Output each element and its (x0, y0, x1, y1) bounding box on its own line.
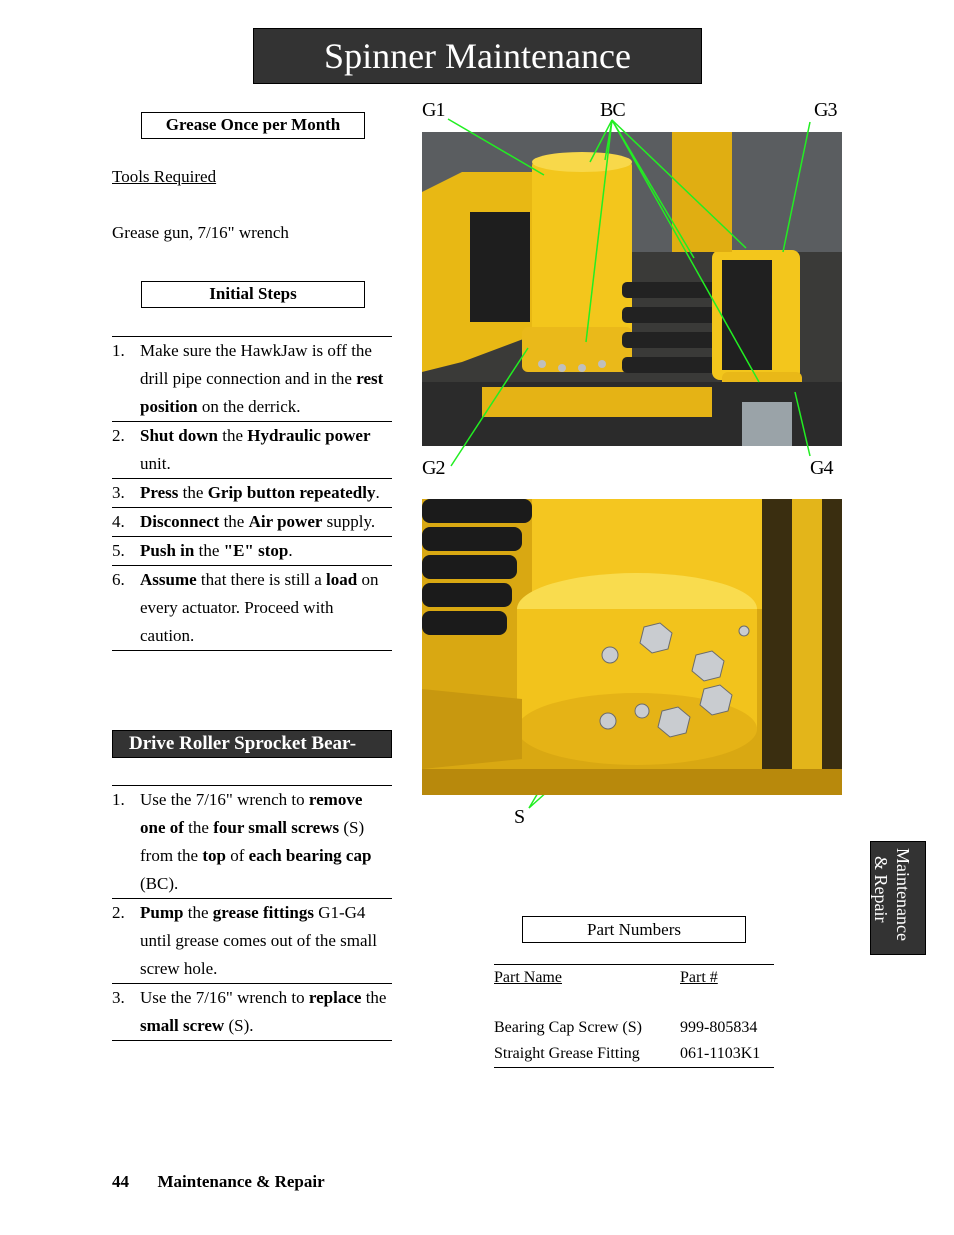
callout-g2: G2 (422, 457, 445, 479)
step-text: Shut down the Hydraulic power unit. (140, 426, 371, 473)
step-text: Pump the grease fittings G1-G4 until grease comes out of the small screw hole. (140, 903, 377, 978)
step-text: Push in the "E" stop. (140, 541, 293, 560)
grease-frequency-label: Grease Once per Month (141, 112, 365, 139)
part-number: 999-805834 (680, 1019, 758, 1036)
drive-roller-label: Drive Roller Sprocket Bear- (112, 730, 392, 758)
header-part-number: Part # (680, 969, 718, 986)
side-tab-line1: Maintenance (893, 848, 913, 941)
callout-g3: G3 (814, 99, 837, 121)
section-side-tab[interactable] (870, 841, 926, 955)
step-number: 1. (112, 341, 125, 360)
page-footer (112, 1172, 325, 1192)
callout-g4: G4 (810, 457, 833, 479)
bearing-cap-photo (422, 499, 842, 795)
callout-s: S (514, 806, 525, 828)
part-numbers-label: Part Numbers (522, 916, 746, 943)
callout-g1: G1 (422, 99, 445, 121)
step-number: 2. (112, 903, 125, 922)
parts-table (494, 964, 774, 1068)
part-name: Straight Grease Fitting (494, 1045, 640, 1062)
page-title: Spinner Maintenance (253, 28, 702, 84)
callout-bc: BC (600, 99, 625, 121)
step-text: Use the 7/16" wrench to replace the small screw (S). (140, 988, 387, 1035)
step-number: 6. (112, 570, 125, 589)
parts-table-header (494, 965, 774, 991)
table-row (494, 1041, 774, 1067)
table-row (494, 1015, 774, 1041)
step-number: 1. (112, 790, 125, 809)
part-number: 061-1103K1 (680, 1045, 761, 1062)
step-number: 3. (112, 988, 125, 1007)
step-number: 3. (112, 483, 125, 502)
footer-section-name: Maintenance & Repair (157, 1172, 325, 1191)
step-number: 5. (112, 541, 125, 560)
step-number: 4. (112, 512, 125, 531)
step-number: 2. (112, 426, 125, 445)
part-name: Bearing Cap Screw (S) (494, 1019, 642, 1036)
side-tab-line2: & Repair (871, 856, 891, 923)
footer-page-number: 44 (112, 1172, 129, 1191)
step-text: Use the 7/16" wrench to remove one of the four small screws (S) from the top of each bearing cap (BC). (140, 790, 372, 893)
step-text: Disconnect the Air power supply. (140, 512, 376, 531)
step-text: Make sure the HawkJaw is off the drill pipe connection and in the rest position on the derrick. (140, 341, 384, 416)
tools-heading: Tools Required (112, 167, 217, 186)
tools-list: Grease gun, 7/16" wrench (112, 223, 289, 242)
header-part-name: Part Name (494, 969, 562, 986)
step-text: Assume that there is still a load on every actuator. Proceed with caution. (140, 570, 379, 645)
initial-steps-label: Initial Steps (141, 281, 365, 308)
bearing-cap-illustration (422, 499, 842, 795)
step-text: Press the Grip button repeatedly. (140, 483, 380, 502)
